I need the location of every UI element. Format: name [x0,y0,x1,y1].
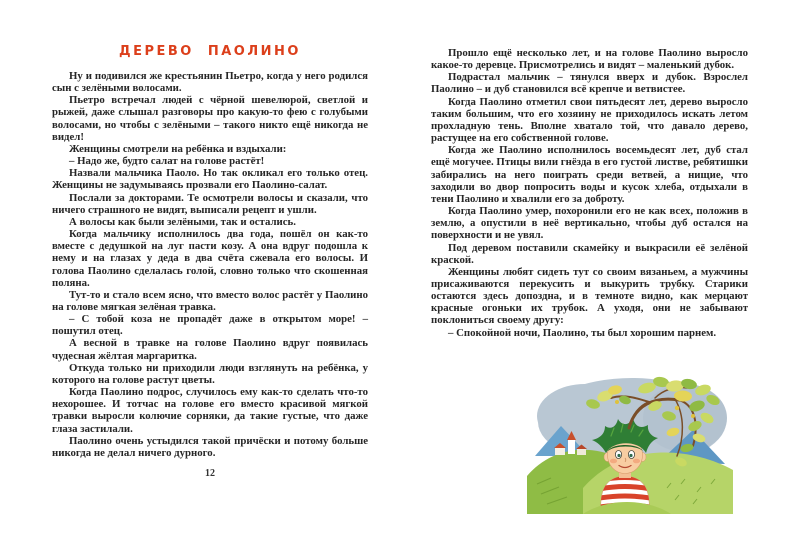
paragraph: Когда Паолино умер, похоронили его не как всех, положив в землю, а опустили в неё вертикально, чтобы дуб остался на поверхности и не увял. [431,205,748,242]
paragraph: Когда Паолино отметил свои пятьдесят лет, дерево выросло таким большим, что его хозяину не приходилось искать летом прохладную тень. Вполне хватало той, что давало дерево, растущее на его собственной голове. [431,95,748,145]
paragraph: – Спокойной ночи, Паолино, ты был хорошим парнем. [448,326,717,339]
paragraph: Ну и подивился же крестьянин Пьетро, когда у него родился сын с зелёными волосами. [52,70,368,95]
paragraph: Когда Паолино подрос, случилось ему как-то сделать что-то нехорошее. И тотчас на голове его вместо красивой мягкой травки выросли колючие сорняки, да такие густые, что даже глаза застилали. [52,386,368,435]
paragraph: Тут-то и стало всем ясно, что вместо волос растёт у Паолино на голове мягкая зелёная травка. [52,288,368,313]
paragraph: Женщины любят сидеть тут со своим вязаньем, а мужчины присаживаются перекусить и выкурить трубку. Старики остаются здесь допоздна, и в темноте видно, как мерцают красные огоньки их трубок. А уходя, они не забывают поклониться своему другу: [431,265,748,327]
paragraph: А весной в травке на голове Паолино вдруг появилась чудесная жёлтая маргаритка. [52,337,368,362]
story-title: ДЕРЕВО ПАОЛИНО [119,43,301,60]
right-page [431,47,748,339]
left-page-text [52,70,368,459]
paragraph: Пьетро встречал людей с чёрной шевелюрой, светлой и рыжей, даже слышал разговоры про какую-то фею с голубыми волосами, но чтобы с зелёными – такого никто ещё никогда не видел! [52,94,368,143]
paragraph: Когда же Паолино исполнилось восемьдесят лет, дуб стал ещё могучее. Птицы вили гнёзда в его густой листве, ребятишки забирались на него поиграть среди ветвей, а нищие, что заходили во двор попросить воды и кусок хлеба, отдыхали в тени Паолино и хвалили его за доброту. [431,144,748,205]
paragraph: – Надо же, будто салат на голове растёт! [69,155,265,168]
paragraph: Прошло ещё несколько лет, и на голове Паолино выросло какое-то деревце. Присмотрелись и видят – маленький дубок. [431,47,748,72]
right-page-text [431,47,748,339]
paragraph: Послали за докторами. Те осмотрели волосы и сказали, что ничего страшного не видят, выписали рецепт и ушли. [52,191,368,216]
paragraph: Под деревом поставили скамейку и выкрасили её зелёной краской. [431,241,748,266]
page-number: 12 [205,468,215,479]
paragraph: Когда мальчику исполнилось два года, пошёл он как-то вместе с дедушкой на луг пасти козу. А она вдруг подошла к нему и на глазах у деда в два счёта сжевала его волосы. И голова Паолино сделалась голой, словно только что скошенная поляна. [52,228,368,289]
paragraph: Паолино очень устыдился такой причёски и потому больше никогда не делал ничего дурного. [52,434,368,459]
paragraph: Назвали мальчика Паоло. Но так окликал его только отец. Женщины не задумываясь прозвали его Паолино-салат. [52,167,368,192]
paragraph: – С тобой коза не пропадёт даже в открытом море! – пошутил отец. [52,313,368,338]
paragraph: Подрастал мальчик – тянулся вверх и дубок. Взрослел Паолино – и дуб становился всё крепче и ветвистее. [431,71,748,96]
paragraph: Женщины смотрели на ребёнка и вздыхали: [69,142,287,155]
paragraph: Откуда только ни приходили люди взглянуть на ребёнка, у которого на голове растут цветы. [52,361,368,386]
left-page [52,44,368,479]
paolino-illustration [527,372,733,514]
paragraph: А волосы как были зелёными, так и остались. [69,215,296,228]
